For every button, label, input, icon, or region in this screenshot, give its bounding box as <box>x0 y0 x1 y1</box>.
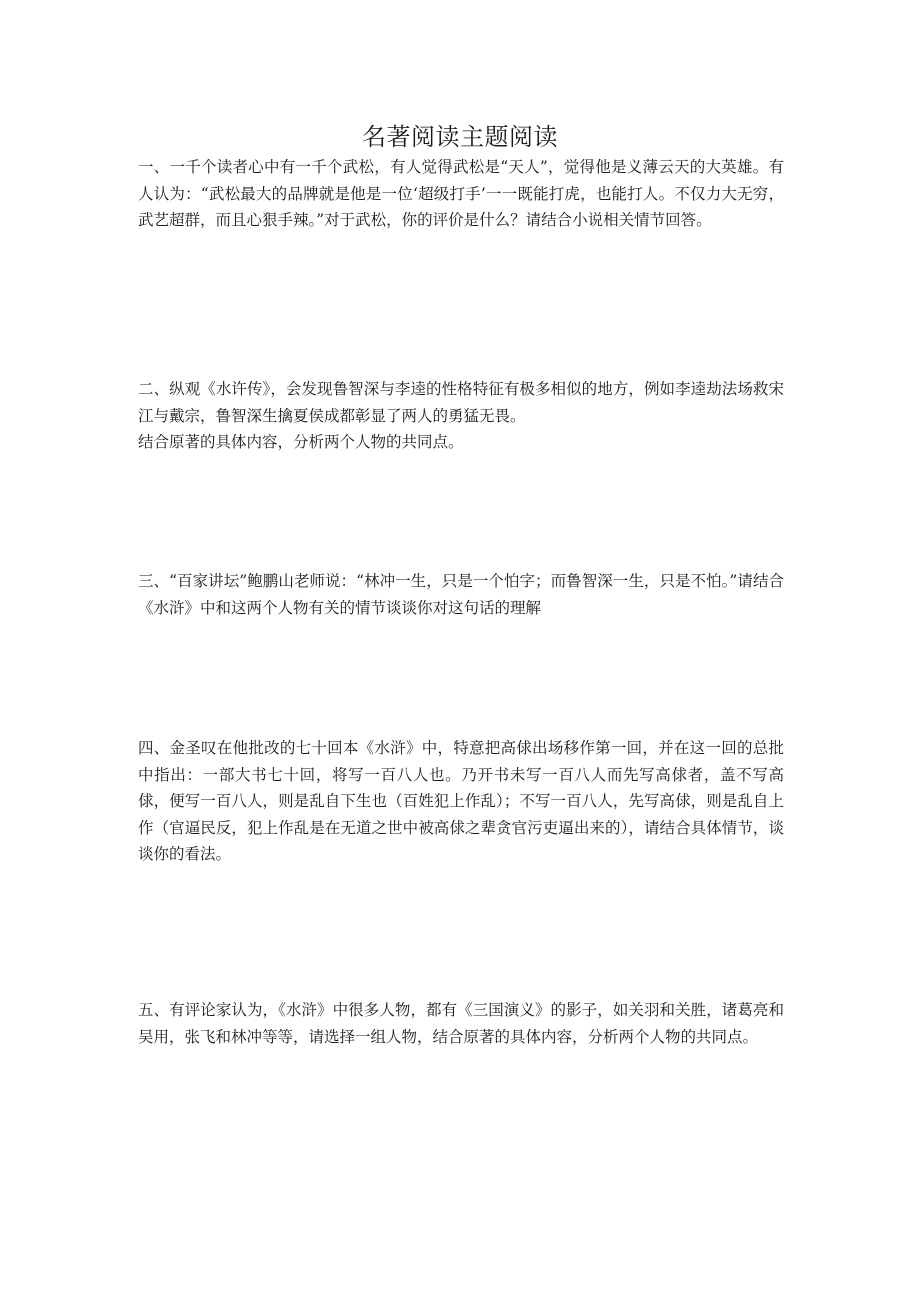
question-2-text: 二、纵观《水许传》，会发现鲁智深与李逵的性格特征有极多相似的地方，例如李逵劫法场救宋江与戴宗，鲁智深生擒夏侯成都彰显了两人的勇猛无畏。 <box>138 380 784 425</box>
question-2-prompt: 结合原著的具体内容，分析两个人物的共同点。 <box>138 433 464 451</box>
question-4-text: 四、金圣叹在他批改的七十回本《水浒》中，特意把高俅出场移作第一回，并在这一回的总批中指出：一部大书七十回，将写一百八人也。乃开书未写一百八人而先写高俅者，盖不写高俅，便写一百八人，则是乱自下生也（百姓犯上作乱）；不写一百八人，先写高俅，则是乱自上作（官逼民反，犯上作乱是在无道之世中被高俅之辈贪官污吏逼出来的），请结合具体情节，谈谈你的看法。 <box>138 739 784 863</box>
question-2 <box>138 376 784 456</box>
question-5-text: 五、有评论家认为，《水浒》中很多人物，都有《三国演义》的影子，如关羽和关胜，诸葛亮和吴用，张飞和林冲等等，请选择一组人物，结合原著的具体内容，分析两个人物的共同点。 <box>138 1001 784 1046</box>
question-4 <box>138 735 784 868</box>
document-title: 名著阅读主题阅读 <box>362 123 558 151</box>
question-1 <box>138 154 784 234</box>
question-1-text: 一、一千个读者心中有一千个武松，有人觉得武松是“天人”，觉得他是义薄云天的大英雄。有人认为：“武松最大的品牌就是他是一位‘超级打手’一一既能打虎，也能打人。不仅力大无穷，武艺超群，而且心狠手辣。”对于武松，你的评价是什么？请结合小说相关情节回答。 <box>138 158 784 229</box>
question-3-text: 三、“百家讲坛”鲍鹏山老师说：“林冲一生，只是一个怕字；而鲁智深一生，只是不怕。”请结合《水浒》中和这两个人物有关的情节谈谈你对这句话的理解 <box>138 572 784 617</box>
question-5 <box>138 997 784 1050</box>
question-3 <box>138 568 784 621</box>
